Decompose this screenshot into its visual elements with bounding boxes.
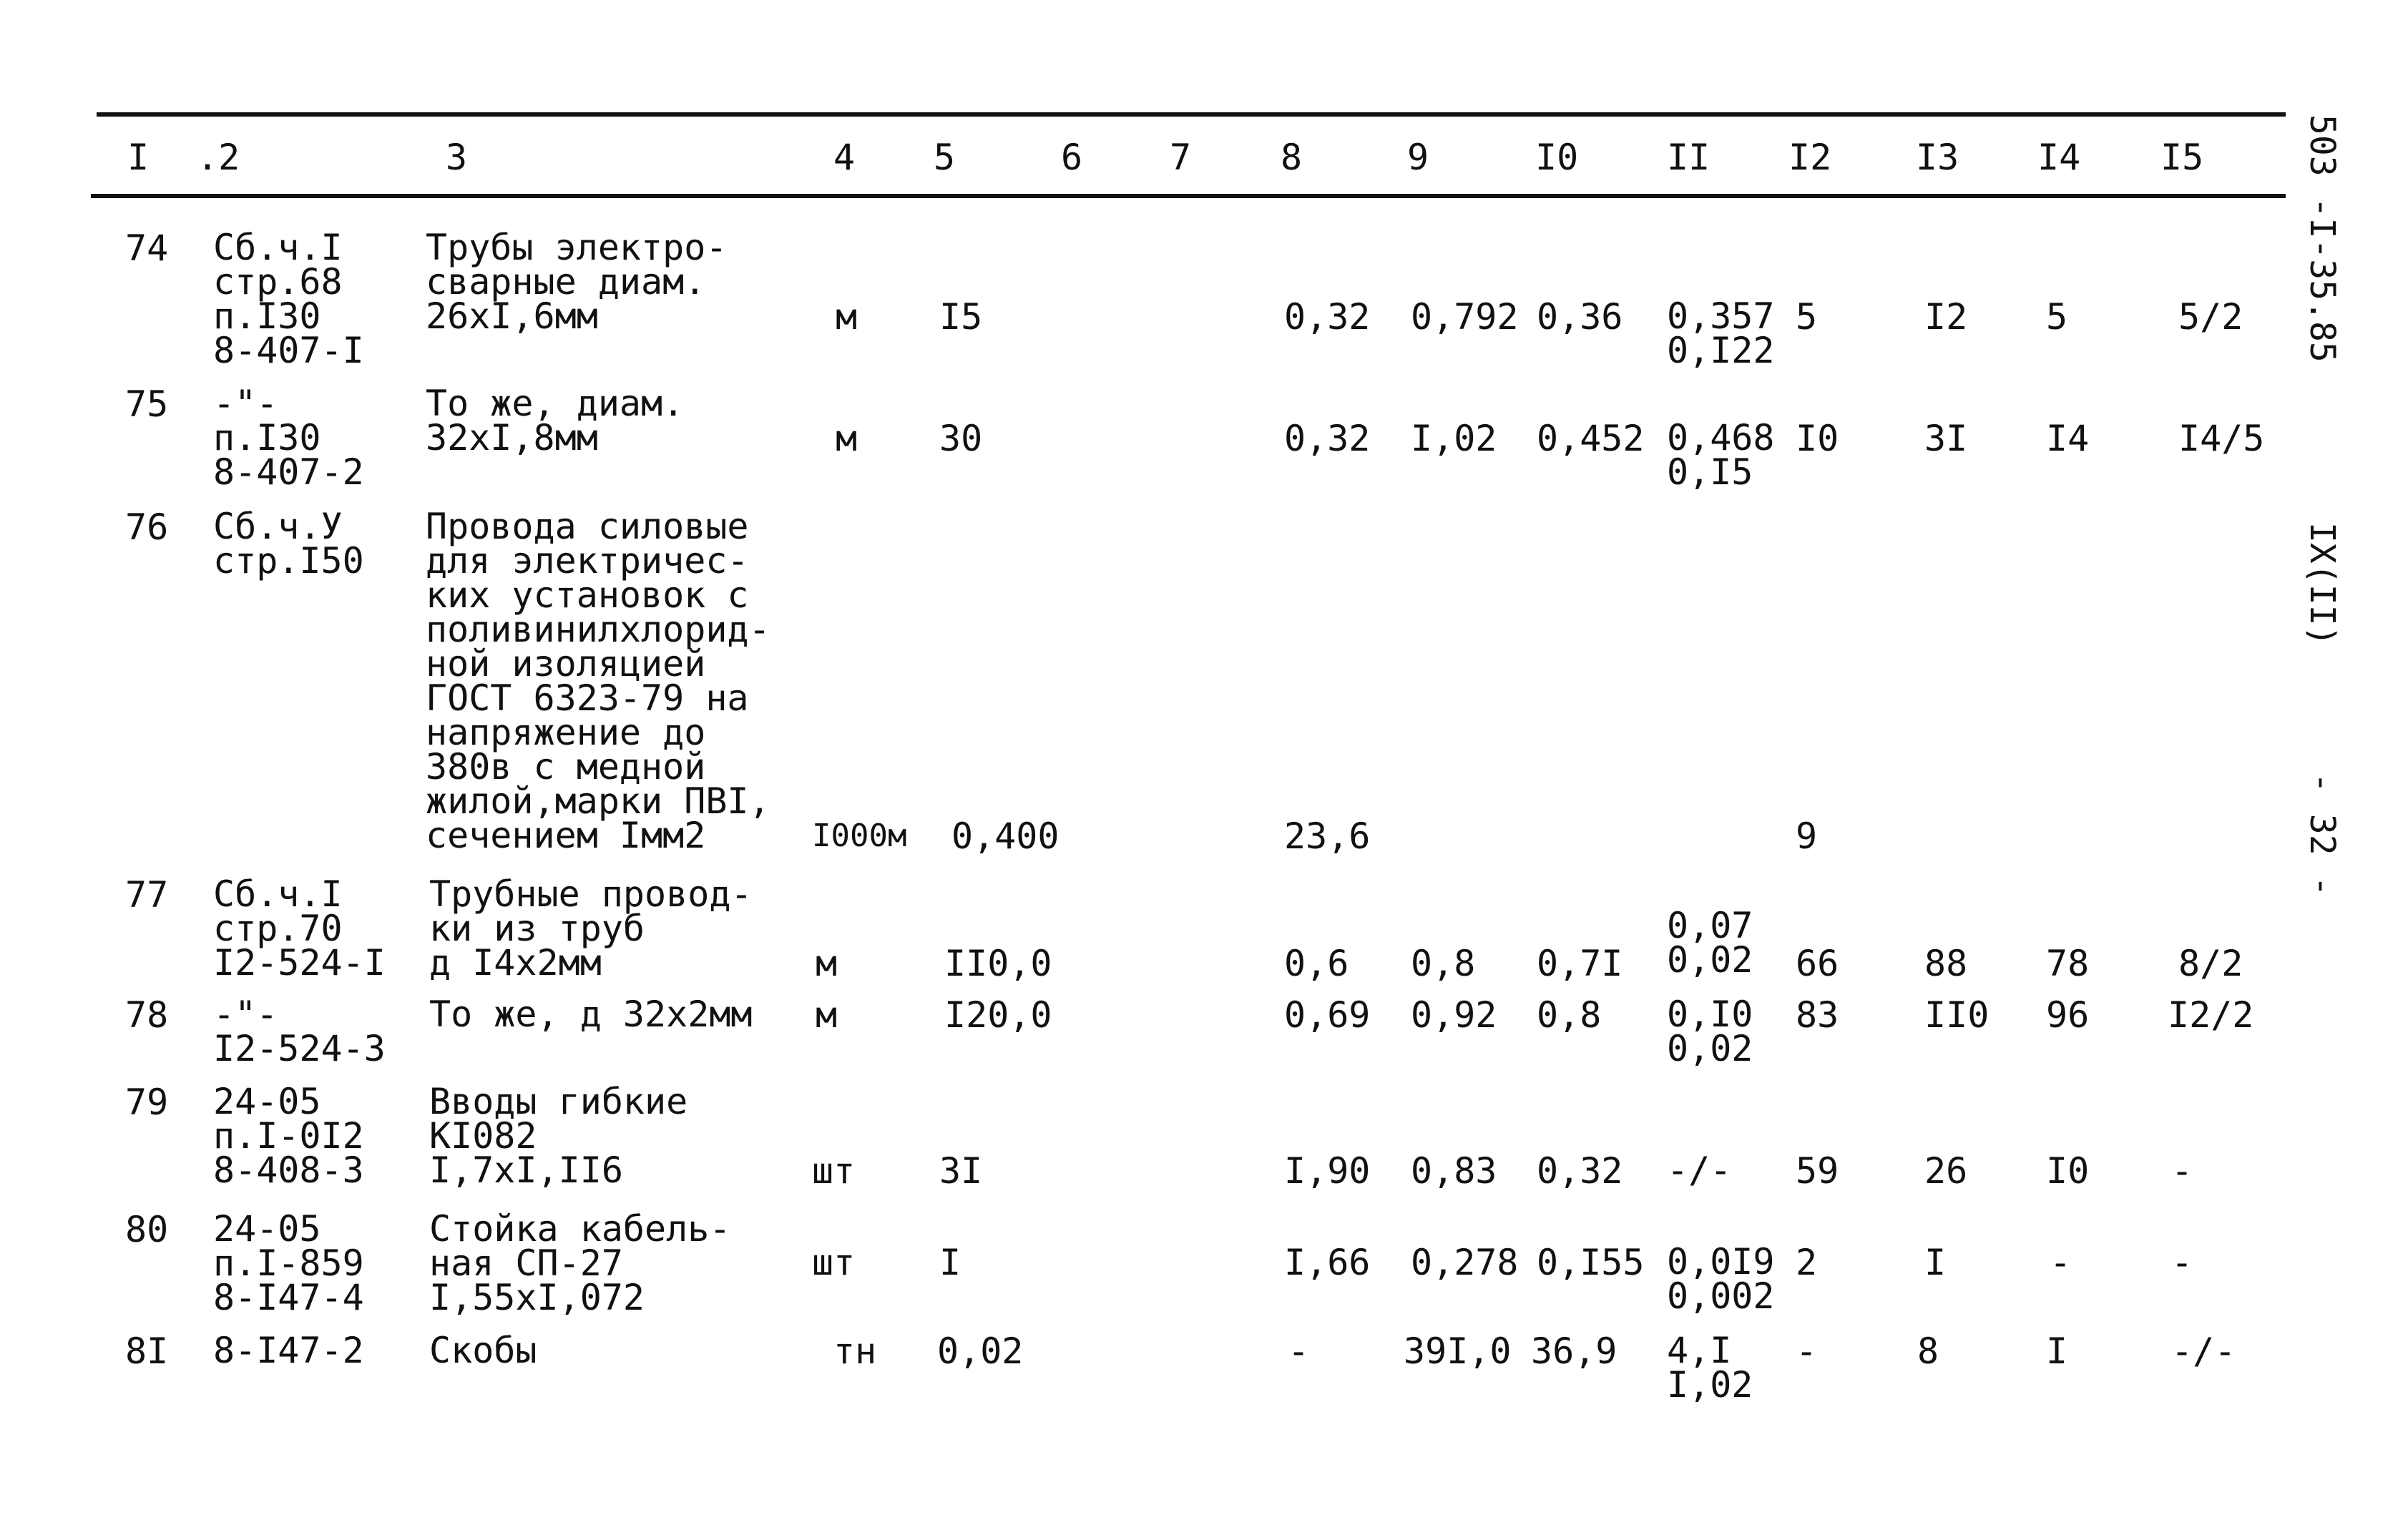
row-quantity: 0,02 [937,1330,1024,1372]
description-line: То же, д 32х2мм [429,994,753,1035]
row-col-10: 0,7I [1537,943,1623,984]
row-reference [213,1081,364,1191]
row-col-15: I2/2 [2168,994,2254,1036]
row-quantity: 3I [939,1150,983,1192]
row-col-8: I,66 [1284,1242,1371,1283]
row-description [426,383,685,459]
row-unit: шт [812,1150,856,1192]
header-col-3: 3 [446,137,468,178]
row-col-12: 2 [1796,1242,1818,1283]
description-line: То же, диам. [426,383,685,424]
description-line: 32хI,8мм [426,417,598,459]
row-col-12: 59 [1796,1150,1839,1192]
col-11-line: 0,I22 [1667,330,1775,371]
row-col-8: I,90 [1284,1150,1371,1192]
row-col-8: 0,69 [1284,994,1371,1036]
description-line: Стойка кабель- [429,1208,731,1250]
description-line: I,7хI,II6 [429,1149,623,1191]
row-col-13: II0 [1924,994,1989,1036]
row-col-10: 0,452 [1537,418,1645,459]
row-number: 80 [125,1209,169,1250]
row-col-13: I [1924,1242,1947,1283]
col-11-line: 0,002 [1667,1275,1775,1317]
reference-line: I2-524-I [213,942,386,984]
col-11-line: I,02 [1667,1364,1753,1406]
row-unit: тн [833,1330,877,1372]
reference-line: 8-407-2 [213,451,364,493]
row-col-11 [1667,905,1753,981]
header-col-10: I0 [1535,137,1579,178]
description-line: напряжение до [426,712,706,753]
reference-line: I2-524-3 [213,1028,386,1069]
row-col-13: I2 [1924,296,1968,338]
row-quantity: I5 [939,296,983,338]
row-description [429,994,753,1035]
description-line: ки из труб [429,908,645,949]
header-col-2: .2 [197,137,240,178]
col-11-line: 0,I5 [1667,451,1753,493]
row-unit: м [836,296,858,338]
row-col-14: - [2050,1242,2072,1283]
row-number: 8I [125,1330,169,1372]
row-quantity: 30 [939,418,983,459]
row-col-8: - [1288,1330,1310,1372]
row-col-9: 0,83 [1411,1150,1497,1192]
row-col-15: 8/2 [2178,943,2243,984]
row-col-11 [1667,1149,1732,1191]
row-description [426,506,770,856]
row-col-8: 0,6 [1284,943,1349,984]
reference-line: стр.68 [213,261,343,303]
row-col-13: 8 [1917,1330,1939,1372]
row-col-10: 0,I55 [1537,1242,1645,1283]
row-number: 74 [125,227,169,269]
row-unit: м [836,418,858,459]
section-marker: IX(II) [2302,522,2342,647]
row-number: 75 [125,383,169,425]
description-line: поливинилхлорид- [426,609,770,650]
row-reference [213,506,364,582]
row-description [429,1208,731,1318]
row-reference [213,383,364,493]
reference-line: 24-05 [213,1081,321,1122]
row-col-11 [1667,295,1775,371]
col-11-line: -/- [1667,1149,1732,1191]
reference-line: п.I-0I2 [213,1115,364,1157]
row-col-14: 78 [2046,943,2090,984]
row-col-8: 0,32 [1284,296,1371,338]
header-col-4: 4 [833,137,856,178]
row-col-15: I4/5 [2178,418,2265,459]
reference-line: Сб.ч.I [213,227,343,268]
row-col-13: 3I [1924,418,1968,459]
reference-line: п.I30 [213,295,321,337]
header-col-15: I5 [2160,137,2204,178]
row-col-14: I0 [2046,1150,2090,1192]
row-col-9: 0,278 [1411,1242,1519,1283]
row-col-10: 0,36 [1537,296,1623,338]
header-top-rule [97,112,2286,117]
row-col-14: 96 [2046,994,2090,1036]
col-11-line: 0,02 [1667,939,1753,981]
reference-line: стр.70 [213,908,343,949]
description-line: жилой,марки ПВI, [426,780,770,822]
reference-line: -"- [213,383,278,424]
col-11-line: 0,0I9 [1667,1241,1775,1283]
row-col-14: I [2046,1330,2068,1372]
header-col-11: II [1667,137,1710,178]
row-col-13: 26 [1924,1150,1968,1192]
row-unit: шт [812,1242,856,1283]
row-col-11 [1667,1330,1753,1406]
description-line: Трубные провод- [429,873,753,915]
reference-line: п.I30 [213,417,321,459]
header-col-9: 9 [1407,137,1429,178]
row-col-12: 5 [1796,296,1818,338]
description-line: Вводы гибкие [429,1081,688,1122]
row-col-8: 23,6 [1284,815,1371,857]
row-description [429,1330,537,1371]
col-11-line: 0,07 [1667,905,1753,946]
row-col-15: - [2171,1150,2193,1192]
reference-line: Сб.ч.У [213,506,343,547]
row-col-12: - [1796,1330,1818,1372]
row-col-9: I,02 [1411,418,1497,459]
description-line: ких установок с [426,574,749,616]
row-description [426,227,728,337]
description-line: д I4х2мм [429,942,602,984]
row-col-8: 0,32 [1284,418,1371,459]
row-col-9: 39I,0 [1404,1330,1512,1372]
row-reference [213,1208,364,1318]
row-col-12: 9 [1796,815,1818,857]
row-quantity: 0,400 [951,815,1059,857]
row-col-13: 88 [1924,943,1968,984]
page-number: - 32 - [2302,773,2342,897]
row-col-12: 66 [1796,943,1839,984]
row-col-9: 0,8 [1411,943,1476,984]
row-col-14: I4 [2046,418,2090,459]
row-col-10: 36,9 [1531,1330,1617,1372]
row-number: 78 [125,994,169,1036]
row-col-11 [1667,994,1753,1069]
header-col-13: I3 [1916,137,1959,178]
description-line: Провода силовые [426,506,749,547]
row-col-11 [1667,1241,1775,1317]
row-number: 76 [125,506,169,548]
reference-line: -"- [213,994,278,1035]
header-col-1: I [127,137,150,178]
col-11-line: 0,I0 [1667,994,1753,1035]
row-unit: I000м [812,818,907,854]
row-col-14: 5 [2046,296,2068,338]
row-quantity: I20,0 [944,994,1052,1036]
reference-line: 8-I47-2 [213,1330,364,1371]
row-col-15: -/- [2171,1330,2236,1372]
row-col-15: 5/2 [2178,296,2243,338]
document-code: 503 -I-35.85 [2302,114,2342,363]
row-col-15: - [2171,1242,2193,1283]
row-col-12: I0 [1796,418,1839,459]
reference-line: 8-407-I [213,330,364,371]
row-col-10: 0,32 [1537,1150,1623,1192]
col-11-line: 4,I [1667,1330,1732,1371]
reference-line: 8-I47-4 [213,1277,364,1318]
row-number: 79 [125,1082,169,1123]
row-reference [213,227,364,371]
row-col-11 [1667,417,1775,493]
row-description [429,873,753,984]
header-col-8: 8 [1281,137,1303,178]
description-line: ГОСТ 6323-79 на [426,677,749,719]
header-col-12: I2 [1788,137,1832,178]
description-line: сварные диам. [426,261,706,303]
description-line: 380в с медной [426,746,706,788]
description-line: I,55хI,072 [429,1277,645,1318]
row-quantity: II0,0 [944,943,1052,984]
header-col-6: 6 [1061,137,1083,178]
description-line: КI082 [429,1115,537,1157]
row-quantity: I [939,1242,961,1283]
reference-line: стр.I50 [213,540,364,582]
description-line: Трубы электро- [426,227,728,268]
header-col-14: I4 [2037,137,2081,178]
reference-line: 24-05 [213,1208,321,1250]
row-col-9: 0,92 [1411,994,1497,1036]
description-line: Скобы [429,1330,537,1371]
col-11-line: 0,357 [1667,295,1775,337]
description-line: ная СП-27 [429,1242,623,1284]
row-reference [213,873,386,984]
header-bottom-rule [91,194,2286,198]
reference-line: п.I-859 [213,1242,364,1284]
description-line: 26хI,6мм [426,295,598,337]
reference-line: Сб.ч.I [213,873,343,915]
col-11-line: 0,02 [1667,1028,1753,1069]
description-line: для электричес- [426,540,749,582]
description-line: сечением Iмм2 [426,815,706,856]
row-unit: м [816,994,838,1036]
row-reference [213,1330,364,1371]
row-col-12: 83 [1796,994,1839,1036]
header-col-5: 5 [934,137,956,178]
row-unit: м [816,943,838,984]
row-description [429,1081,688,1191]
col-11-line: 0,468 [1667,417,1775,459]
row-col-9: 0,792 [1411,296,1519,338]
row-col-10: 0,8 [1537,994,1602,1036]
row-reference [213,994,386,1069]
row-number: 77 [125,874,169,916]
header-col-7: 7 [1170,137,1192,178]
description-line: ной изоляцией [426,643,706,685]
reference-line: 8-408-3 [213,1149,364,1191]
